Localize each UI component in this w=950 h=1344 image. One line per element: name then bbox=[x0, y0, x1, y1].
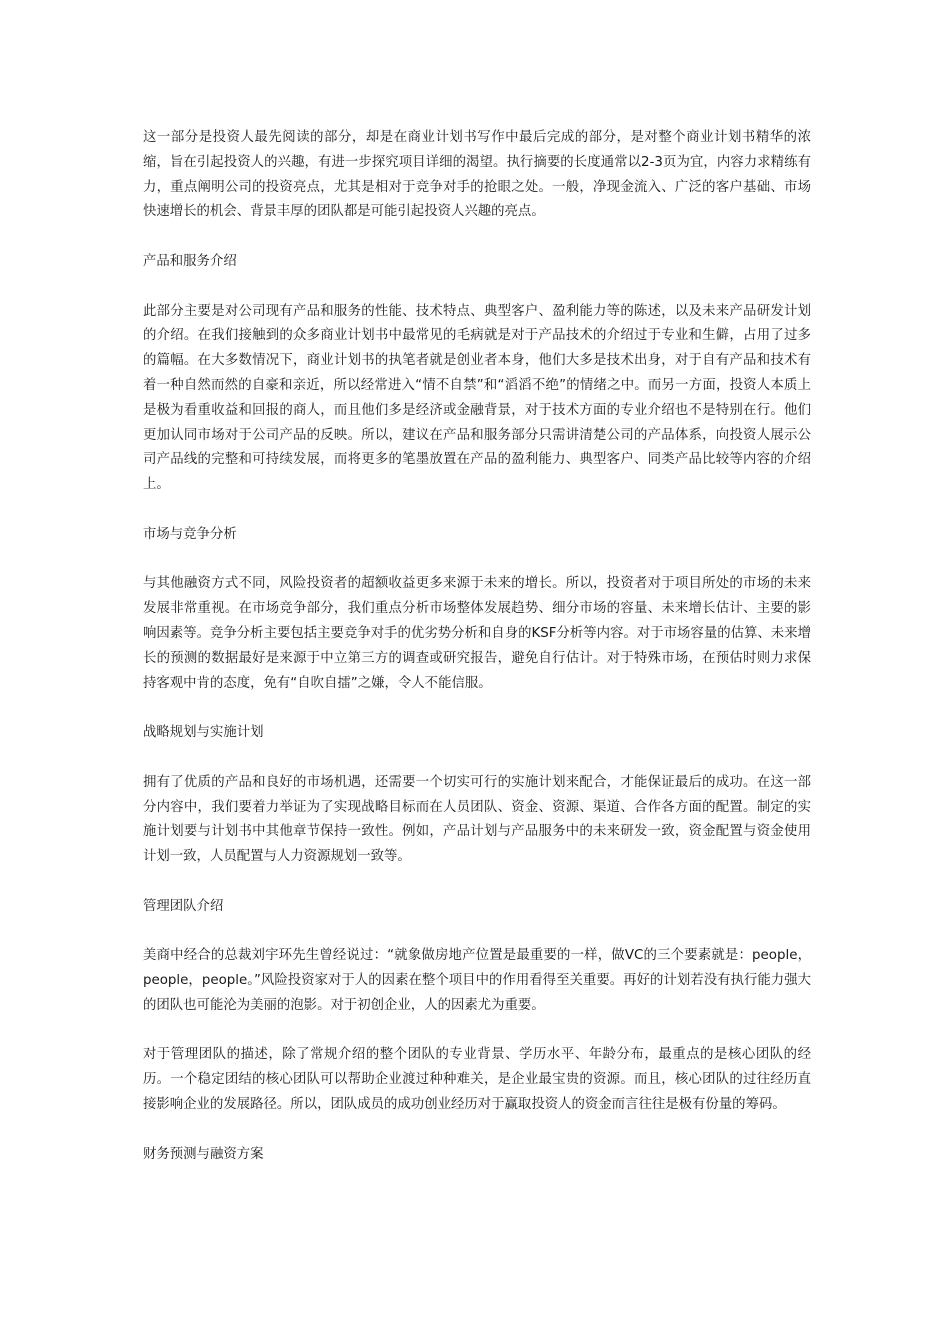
section-heading-strategy: 战略规划与实施计划 bbox=[143, 725, 264, 741]
strategy-paragraph: 拥有了优质的产品和良好的市场机遇，还需要一个切实可行的实施计划来配合，才能保证最后的成功。在这一部分内容中，我们要着力举证为了实现战略目标而在人员团队、资金、资源、渠道、合作各方面的配置。制定的实施计划要与计划书中其他章节保持一致性。例如，产品计划与产品服务中的未来研发一致，资金配置与资金使用计划一致，人员配置与人力资源规划一致等。 bbox=[143, 774, 811, 865]
spacer bbox=[143, 548, 811, 573]
products-paragraph: 此部分主要是对公司现有产品和服务的性能、技术特点、典型客户、盈利能力等的陈述，以及未来产品研发计划的介绍。在我们接触到的众多商业计划书中最常见的毛病就是对于产品技术的介绍过于专业和生僻，占用了过多的篇幅。在大多数情况下，商业计划书的执笔者就是创业者本身，他们大多是技术出身，对于自有产品和技术有着一种自然而然的自豪和亲近，所以经常进入“情不自禁”和“滔滔不绝”的情绪之中。而另一方面，投资人本质上是极为看重收益和回报的商人，而且他们多是经济或金融背景，对于技术方面的专业介绍也不是特别在行。他们更加认同市场对于公司产品的反映。所以，建议在产品和服务部分只需讲清楚公司的产品体系，向投资人展示公司产品线的完整和可持续发展，而将更多的笔墨放置在产品的盈利能力、典型客户、同类产品比较等内容的介绍上。 bbox=[143, 303, 811, 493]
spacer bbox=[143, 225, 811, 250]
spacer bbox=[143, 746, 811, 771]
spacer bbox=[143, 275, 811, 300]
intro-paragraph: 这一部分是投资人最先阅读的部分，却是在商业计划书写作中最后完成的部分，是对整个商业计划书精华的浓缩，旨在引起投资人的兴趣，有进一步探究项目详细的渴望。执行摘要的长度通常以2-3页为宜，内容力求精练有力，重点阐明公司的投资亮点，尤其是相对于竞争对手的抢眼之处。一般，净现金流入、广泛的客户基础、市场快速增长的机会、背景丰厚的团队都是可能引起投资人兴趣的亮点。 bbox=[143, 130, 811, 220]
spacer bbox=[143, 498, 811, 523]
spacer bbox=[143, 1019, 811, 1044]
market-paragraph: 与其他融资方式不同，风险投资者的超额收益更多来源于未来的增长。所以，投资者对于项目所处的市场的未来发展非常重视。在市场竞争部分，我们重点分析市场整体发展趋势、细分市场的容量、未来增长估计、主要的影响因素等。竞争分析主要包括主要竞争对手的优劣势分析和自身的KSF分析等内容。对于市场容量的估算、未来增长的预测的数据最好是来源于中立第三方的调查或研究报告，避免自行估计。对于特殊市场，在预估时则力求保持客观中肯的态度，免有“自吹自擂”之嫌，令人不能信服。 bbox=[143, 576, 811, 691]
spacer bbox=[143, 870, 811, 895]
spacer bbox=[143, 1118, 811, 1143]
section-heading-finance: 财务预测与融资方案 bbox=[143, 1146, 264, 1162]
team-paragraph-2: 对于管理团队的描述，除了常规介绍的整个团队的专业背景、学历水平、年龄分布，最重点的是核心团队的经历。一个稳定团结的核心团队可以帮助企业渡过种种难关，是企业最宝贵的资源。而且，核心团队的过往经历直接影响企业的发展路径。所以，团队成员的成功创业经历对于赢取投资人的资金而言往往是极有份量的筹码。 bbox=[143, 1047, 811, 1113]
section-heading-team: 管理团队介绍 bbox=[143, 898, 224, 914]
section-heading-products: 产品和服务介绍 bbox=[143, 253, 237, 269]
spacer bbox=[143, 920, 811, 945]
document-body bbox=[143, 126, 811, 1167]
spacer bbox=[143, 696, 811, 721]
team-paragraph-1: 美商中经合的总裁刘宇环先生曾经说过：“就象做房地产位置是最重要的一样，做VC的三个要素就是：people，people，people。”风险投资家对于人的因素在整个项目中的作用看得至关重要。再好的计划若没有执行能力强大的团队也可能沦为美丽的泡影。对于初创企业，人的因素尤为重要。 bbox=[143, 948, 811, 1013]
section-heading-market: 市场与竞争分析 bbox=[143, 526, 237, 542]
